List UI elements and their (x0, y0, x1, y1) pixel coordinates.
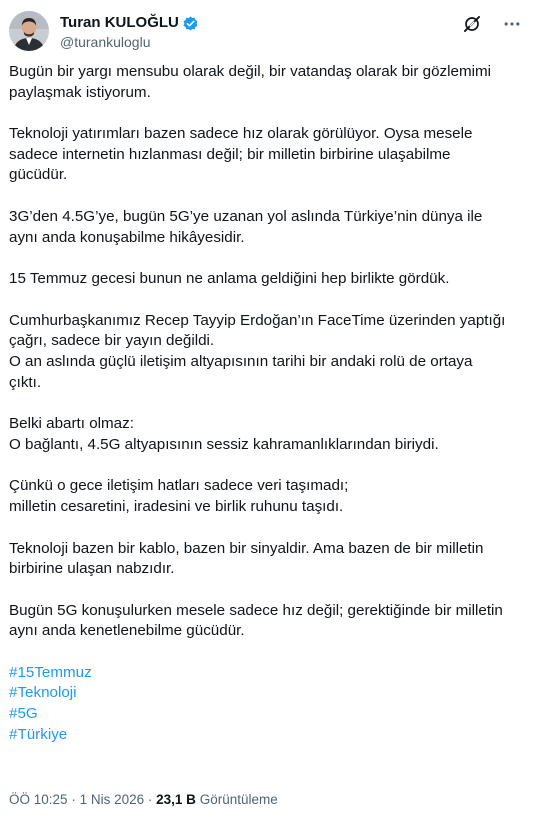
verified-badge-icon[interactable] (182, 15, 199, 32)
avatar-image (9, 11, 49, 51)
display-name-row[interactable] (60, 13, 199, 33)
text-line: sadece internetin hızlanması değil; bir milletin birbirine ulaşabilme (9, 145, 451, 163)
tweet-paragraph (9, 476, 524, 517)
views-label: Görüntüleme (199, 792, 278, 807)
text-line: paylaşmak istiyorum. (9, 83, 151, 101)
text-line: birbirine ulaşan nabzıdır. (9, 560, 175, 578)
grok-icon[interactable] (461, 13, 483, 35)
hashtag-link[interactable]: #Teknoloji (9, 684, 77, 702)
text-line: O bağlantı, 4.5G altyapısının sessiz kahramanlıklarından biriydi. (9, 435, 439, 453)
text-line: 3G’den 4.5G’ye, bugün 5G’ye uzanan yol aslında Türkiye’nin dünya ile (9, 207, 483, 225)
text-line: Bugün 5G konuşulurken mesele sadece hız değil; gerektiğinde bir milletin (9, 601, 503, 619)
tweet-text (9, 62, 524, 745)
tweet-paragraph (9, 269, 524, 290)
author-handle[interactable]: @turankuloglu (60, 34, 151, 50)
text-line: 15 Temmuz gecesi bunun ne anlama geldiğini hep birlikte gördük. (9, 270, 450, 288)
text-line: Belki abartı olmaz: (9, 415, 134, 433)
tweet-paragraph (9, 207, 524, 248)
tweet-date[interactable]: 1 Nis 2026 (79, 792, 145, 807)
author-names (60, 13, 199, 52)
tweet-paragraph (9, 124, 524, 186)
tweet-meta (9, 792, 278, 807)
text-line: Çünkü o gece iletişim hatları sadece veri taşımadı; (9, 477, 349, 495)
hashtag-link[interactable]: #15Temmuz (9, 663, 92, 681)
hashtag-link[interactable]: #Türkiye (9, 725, 68, 743)
display-name[interactable]: Turan KULOĞLU (60, 14, 179, 31)
hashtag-list (9, 663, 524, 745)
text-line: çağrı, sadece bir yayın değildi. (9, 332, 215, 350)
tweet-paragraph (9, 414, 524, 455)
text-line: Teknoloji bazen bir kablo, bazen bir sinyaldir. Ama bazen de bir milletin (9, 539, 484, 557)
text-line: Cumhurbaşkanımız Recep Tayyip Erdoğan’ın FaceTime üzerinden yaptığı (9, 311, 506, 329)
text-line: gücüdür. (9, 166, 68, 184)
tweet-paragraph (9, 311, 524, 393)
meta-separator: · (147, 792, 153, 807)
text-line: Teknoloji yatırımları bazen sadece hız olarak görülüyor. Oysa mesele (9, 125, 473, 143)
views-count[interactable]: 23,1 B (156, 792, 196, 807)
header-actions (461, 13, 523, 35)
tweet-header (9, 9, 523, 53)
text-line: Bugün bir yargı mensubu olarak değil, bir vatandaş olarak bir gözlemimi (9, 63, 492, 80)
more-icon[interactable] (501, 13, 523, 35)
text-line: aynı anda kenetlenebilme gücüdür. (9, 622, 245, 640)
tweet-paragraph (9, 539, 524, 580)
text-line: milletin cesaretini, iradesini ve birlik ruhunu taşıdı. (9, 497, 344, 515)
text-line: aynı anda konuşabilme hikâyesidir. (9, 228, 245, 246)
tweet-paragraph (9, 62, 524, 103)
hashtag-link[interactable]: #5G (9, 705, 38, 723)
meta-separator: · (71, 792, 76, 807)
text-line: O an aslında güçlü iletişim altyapısının tarihi bir andaki rolü de ortaya (9, 352, 473, 370)
tweet-time[interactable]: ÖÖ 10:25 (9, 792, 68, 807)
avatar[interactable] (9, 11, 49, 51)
text-line: çıktı. (9, 373, 42, 391)
tweet-paragraph (9, 601, 524, 642)
